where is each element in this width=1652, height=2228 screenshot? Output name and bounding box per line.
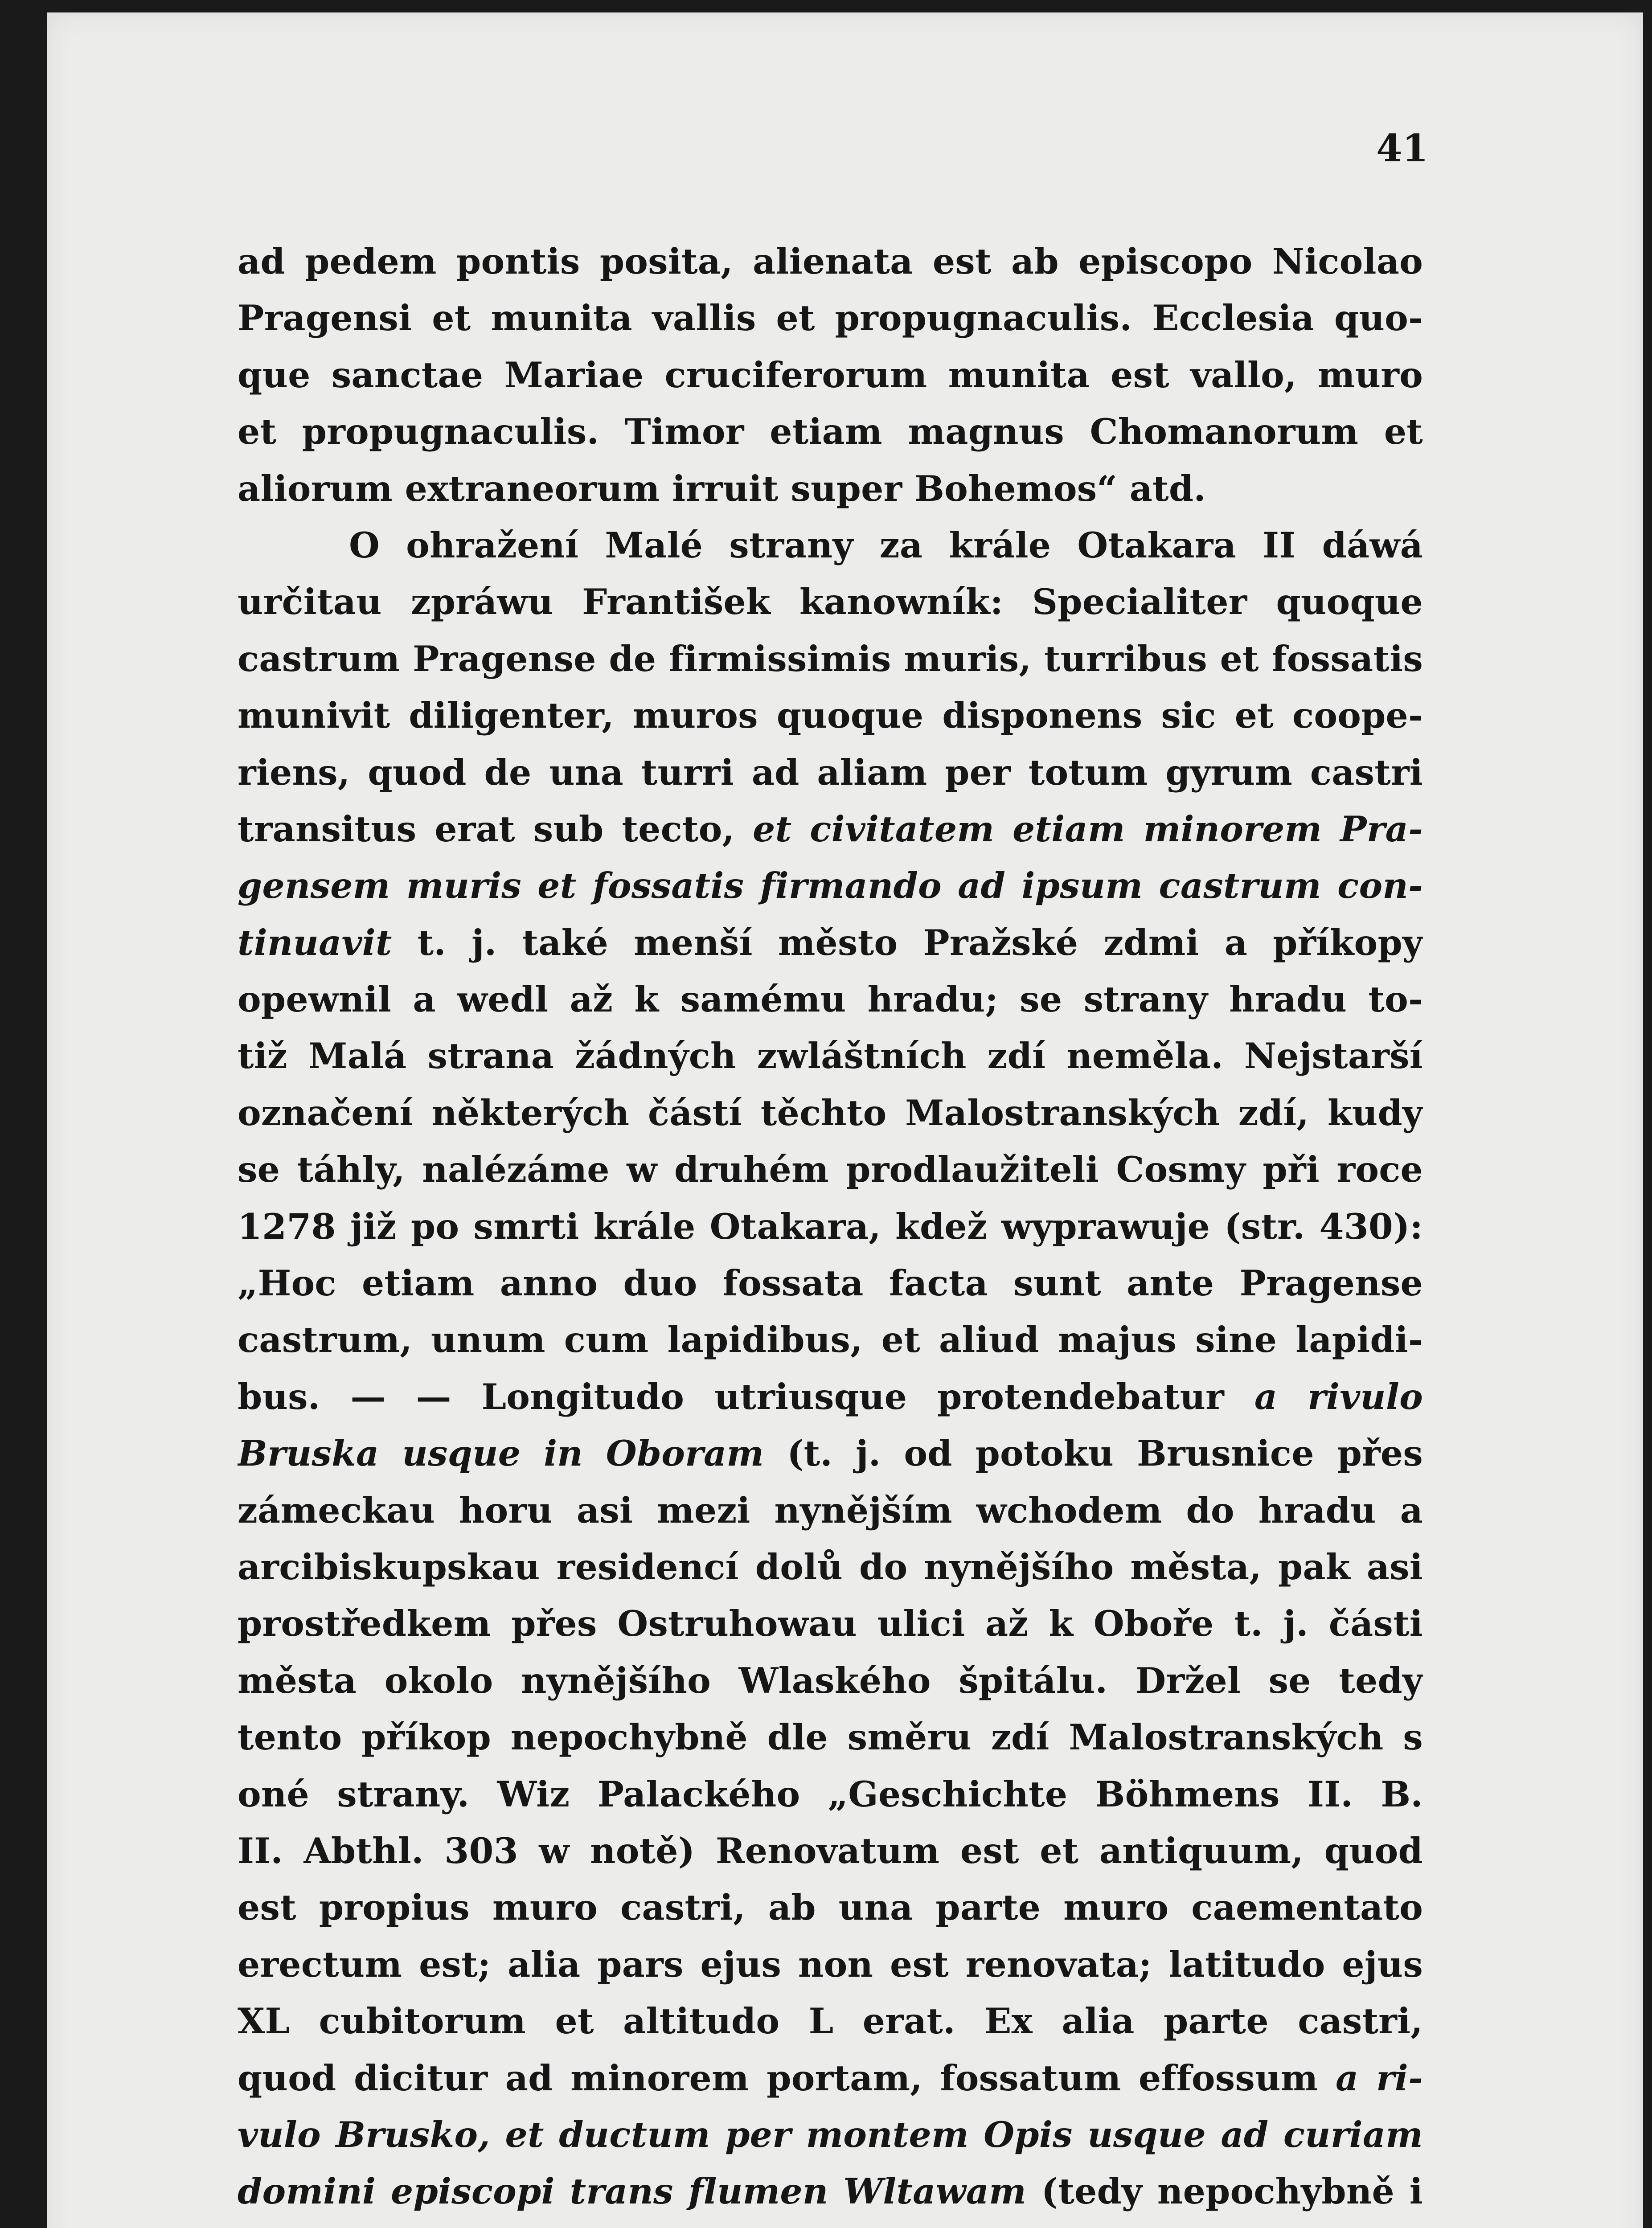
text-line xyxy=(238,914,1423,971)
text-line xyxy=(238,1141,1423,1198)
text-line xyxy=(238,1595,1423,1652)
text-segment: que sanctae Mariae cruciferorum munita est vallo, muro xyxy=(238,354,1423,396)
text-line xyxy=(238,1993,1423,2049)
italic-text: a ri- xyxy=(1336,2057,1423,2099)
italic-text: et civitatem etiam minorem Pra- xyxy=(753,808,1423,850)
text-line xyxy=(238,290,1423,346)
text-segment: ad pedem pontis posita, alienata est ab episcopo Nicolao xyxy=(238,241,1423,282)
text-line xyxy=(238,460,1423,517)
text-segment: erectum est; alia pars ejus non est renovata; latitudo ejus xyxy=(238,1943,1423,1985)
text-segment: oné strany. Wiz Palackého „Geschichte Böhmens II. B. xyxy=(238,1773,1423,1815)
text-segment: XL cubitorum et altitudo L erat. Ex alia parte castri, xyxy=(238,2000,1423,2042)
text-line xyxy=(238,1482,1423,1539)
text-line xyxy=(238,2050,1423,2106)
book-page xyxy=(47,12,1643,2228)
text-line xyxy=(238,233,1423,290)
text-line xyxy=(238,1198,1423,1255)
text-line xyxy=(238,801,1423,857)
text-line xyxy=(238,1879,1423,1936)
text-segment: Pragensi et munita vallis et propugnaculis. Ecclesia quo- xyxy=(238,297,1423,339)
text-segment: tiž Malá strana žádných zwláštních zdí neměla. Nejstarší xyxy=(238,1035,1423,1077)
italic-text: vulo Brusko, et ductum per montem Opis usque ad curiam xyxy=(238,2113,1423,2155)
text-line xyxy=(238,573,1423,630)
text-line xyxy=(238,347,1423,403)
text-line xyxy=(238,1936,1423,1993)
text-segment: transitus erat sub tecto, xyxy=(238,808,753,850)
text-segment: prostředkem přes Ostruhowau ulici až k Oboře t. j. části xyxy=(238,1603,1423,1645)
text-line xyxy=(238,857,1423,914)
text-line xyxy=(238,1311,1423,1368)
text-segment: „Hoc etiam anno duo fossata facta sunt ante Pragense xyxy=(238,1262,1423,1304)
text-segment: určitau zpráwu František kanowník: Specialiter quoque xyxy=(238,581,1423,623)
text-segment: opewnil a wedl až k samému hradu; se strany hradu to- xyxy=(238,979,1423,1020)
text-segment: munivit diligenter, muros quoque disponens sic et coope- xyxy=(238,695,1423,737)
text-segment: quod dicitur ad minorem portam, fossatum effossum xyxy=(238,2057,1336,2099)
text-line xyxy=(238,2163,1423,2220)
text-line xyxy=(238,1028,1423,1084)
text-line xyxy=(238,1425,1423,1482)
text-segment: zámeckau horu asi mezi nynějším wchodem do hradu a xyxy=(238,1489,1423,1531)
text-segment: riens, quod de una turri ad aliam per totum gyrum castri xyxy=(238,751,1423,793)
italic-text: gensem muris et fossatis firmando ad ipsum castrum con- xyxy=(238,865,1423,907)
text-segment: bus. — — Longitudo utriusque protendebatur xyxy=(238,1376,1254,1417)
text-line xyxy=(238,631,1423,687)
text-line xyxy=(238,403,1423,460)
text-segment: se táhly, nalézáme w druhém prodlaužiteli Cosmy při roce xyxy=(238,1149,1423,1191)
text-line xyxy=(238,1539,1423,1595)
text-segment: (tedy nepochybně i xyxy=(1026,2171,1423,2212)
text-line xyxy=(238,1085,1423,1141)
body-text xyxy=(238,233,1423,2228)
text-line xyxy=(238,2106,1423,2163)
page-number: 41 xyxy=(1376,126,1428,170)
text-line xyxy=(238,1652,1423,1709)
text-line xyxy=(238,517,1423,573)
italic-text: tinuavit xyxy=(238,922,392,963)
text-segment: O ohražení Malé strany za krále Otakara II dáwá xyxy=(349,524,1423,566)
text-segment: et propugnaculis. Timor etiam magnus Chomanorum et xyxy=(238,411,1423,453)
text-line xyxy=(238,1368,1423,1425)
text-segment: tento příkop nepochybně dle směru zdí Malostranských s xyxy=(238,1716,1423,1758)
text-segment: t. j. také menší město Pražské zdmi a příkopy xyxy=(392,922,1423,963)
text-segment: města okolo nynějšího Wlaského špitálu. Držel se tedy xyxy=(238,1659,1423,1701)
text-line xyxy=(238,744,1423,801)
text-segment: (t. j. od potoku Brusnice přes xyxy=(764,1433,1423,1474)
text-segment: 1278 již po smrti krále Otakara, kdež wyprawuje (str. 430): xyxy=(238,1205,1423,1247)
italic-text: Bruska usque in Oboram xyxy=(238,1433,764,1474)
text-line xyxy=(238,1823,1423,1879)
text-segment: II. Abthl. 303 w notě) Renovatum est et antiquum, quod xyxy=(238,1830,1423,1872)
text-segment: aliorum extraneorum irruit super Bohemos“ atd. xyxy=(238,467,1206,509)
italic-text: domini episcopi trans flumen Wltawam xyxy=(238,2171,1026,2212)
text-line xyxy=(238,2220,1423,2228)
text-segment: označení některých částí těchto Malostranských zdí, kudy xyxy=(238,1092,1423,1134)
text-line xyxy=(238,1709,1423,1765)
text-line xyxy=(238,1766,1423,1823)
text-segment: arcibiskupskau residencí dolů do nynějšího města, pak asi xyxy=(238,1546,1423,1588)
italic-text: a rivulo xyxy=(1254,1376,1423,1417)
text-line xyxy=(238,1255,1423,1311)
text-segment: est propius muro castri, ab una parte muro caementato xyxy=(238,1887,1423,1929)
text-line xyxy=(238,971,1423,1028)
text-line xyxy=(238,687,1423,744)
text-segment: castrum Pragense de firmissimis muris, turribus et fossatis xyxy=(238,638,1423,680)
text-segment: castrum, unum cum lapidibus, et aliud majus sine lapidi- xyxy=(238,1319,1423,1361)
